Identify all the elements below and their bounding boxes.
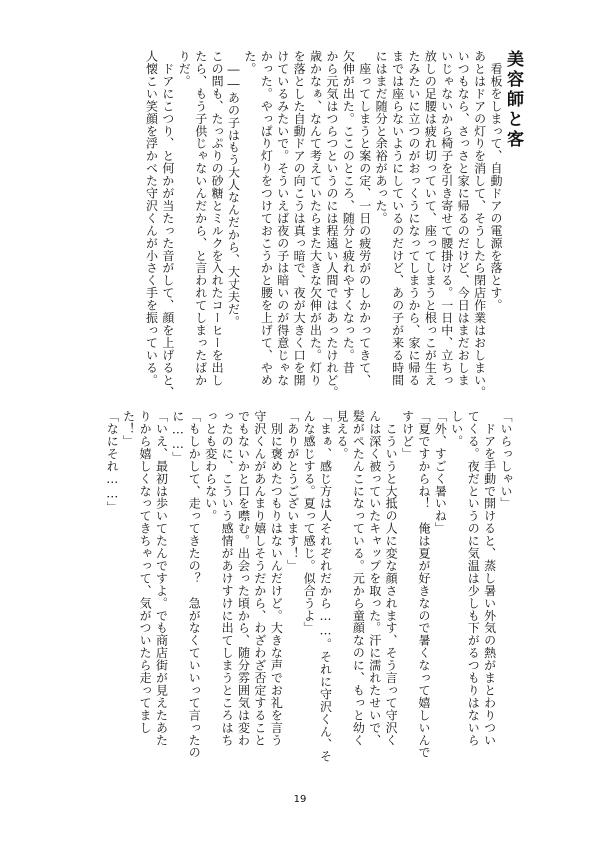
text-line: っとも変わらない。 <box>203 410 218 523</box>
text-line: にはまだ随分と余裕があった。 <box>374 50 389 225</box>
text-line: 人懐こい笑顔を浮かべた守沢くんが小さく手を振っている。 <box>144 50 159 387</box>
text-line: んな感じする。夏って感じ。似合うよ」 <box>302 410 317 635</box>
text-line: 髪がぺたんこになっている。元から童顔なのに、もっと幼く <box>351 410 366 747</box>
text-line: 「夏ですからね！ 俺は夏が好きなので暑くなって嬉しいんで <box>416 410 431 759</box>
page-number: 19 <box>293 794 307 805</box>
text-line: 看板をしまって、自動ドアの電源を落とす。 <box>489 50 503 312</box>
text-line: 「いらっしゃい」 <box>499 410 513 510</box>
text-line: 「なにそれ……」 <box>105 410 120 514</box>
text-line: 「もしかして、走ってきたの？ 急がなくていいって言ったの <box>187 410 202 759</box>
text-line: たら、もう子供じゃないんだから、と言われてしまったばか <box>193 50 208 387</box>
text-line: かった。やっぱり灯りをつけておこうかと腰を上げて、やめ <box>259 50 274 387</box>
text-line: たみたいに立つのがおっくうになってしまうから、家に帰る <box>406 50 421 387</box>
text-line: ドアを手動で開けると、蒸し暑い外気の熱がまとわりつい <box>482 410 497 747</box>
text-line: 「ありがとうございます！」 <box>285 410 300 572</box>
text-line: 見える。 <box>334 410 349 460</box>
text-line: でもないかと口を噤む。出会った頃から、随分雰囲気は変わ <box>236 410 251 747</box>
text-line: りだ。 <box>177 50 192 88</box>
text-line: 欠伸が出た。ここのところ、随分と疲れやすくなった。昔 <box>341 50 356 374</box>
text-line: ったのに、こういう感情があけすけに出てしまうところはち <box>220 410 235 747</box>
text-line: んは深く被っていたキャップを取った。汗に濡れたせいで、 <box>367 410 382 747</box>
text-line: 「まぁ、感じ方は人それぞれだから……。それに守沢くん、そ <box>318 410 333 763</box>
text-line: いつもなら、さっさと家に帰るのだけど、今日はまだおしま <box>456 50 471 387</box>
title-spacer <box>516 50 528 355</box>
lower-text-block <box>104 410 514 763</box>
text-line: 座ってしまうと案の定、一日の疲労がのしかかってきて、 <box>357 50 372 387</box>
text-line: から元気はつらつというのには程遠い人間ではあったけれど。 <box>324 50 339 399</box>
title-spacer <box>504 50 516 355</box>
text-line: しい。 <box>449 410 464 448</box>
text-line: こういうと大抵の人に変な顔されます、そう言って守沢く <box>384 410 399 747</box>
text-line: 守沢くんがあんまり嬉しそうだから、わざわざ否定すること <box>252 410 267 747</box>
text-line: ――あの子はもう大人なんだから、大丈夫だ。 <box>226 50 241 328</box>
text-line: を落とした自動ドアの向こうは真っ暗で、夜が大きく口を開 <box>292 50 307 387</box>
text-line: た。 <box>242 50 257 75</box>
upper-text-block <box>143 50 528 399</box>
text-line: いじゃないから椅子を引き寄せて腰掛ける。一日中、立ちっ <box>439 50 454 387</box>
text-line: ドアにこつり、と何かが当たった音がして、顔を上げると、 <box>160 50 175 399</box>
text-line: りから嬉しくなってきちゃって、気がついたら走ってまし <box>138 410 153 734</box>
text-line: あとはドアの灯りを消して、そうしたら閉店作業はおしまい。 <box>472 50 487 399</box>
text-line: 「外、すごく暑いね」 <box>433 410 448 535</box>
text-line: けているみたいで。そういえば夜の子は暗いのが得意じゃな <box>275 50 290 387</box>
text-line: すけど」 <box>400 410 415 460</box>
text-line: てくる。夜だというのに気温は少しも下がるつもりはないら <box>466 410 481 747</box>
text-line: に……」 <box>170 410 185 464</box>
chapter-title: 美容師と客 <box>503 50 523 150</box>
text-line: 「いえ、最初は歩いてたんですよ。でも商店街が見えたあた <box>154 410 169 747</box>
text-line: 放しの足腰は疲れ切っていて、座ってしまうと根っこが生え <box>423 50 438 387</box>
text-line: までは座らないようにしているのだけど、あの子が来る時間 <box>390 50 405 387</box>
text-line: この間も、たっぷりの砂糖とミルクを入れたコーヒーを出し <box>210 50 225 387</box>
text-line: 別に褒めたつもりはないんだけど。大きな声でお礼を言う <box>269 410 284 747</box>
text-line: た！」 <box>121 410 136 448</box>
text-line: 歳かなぁ、なんて考えていたらまた大きな欠伸が出た。灯り <box>308 50 323 387</box>
